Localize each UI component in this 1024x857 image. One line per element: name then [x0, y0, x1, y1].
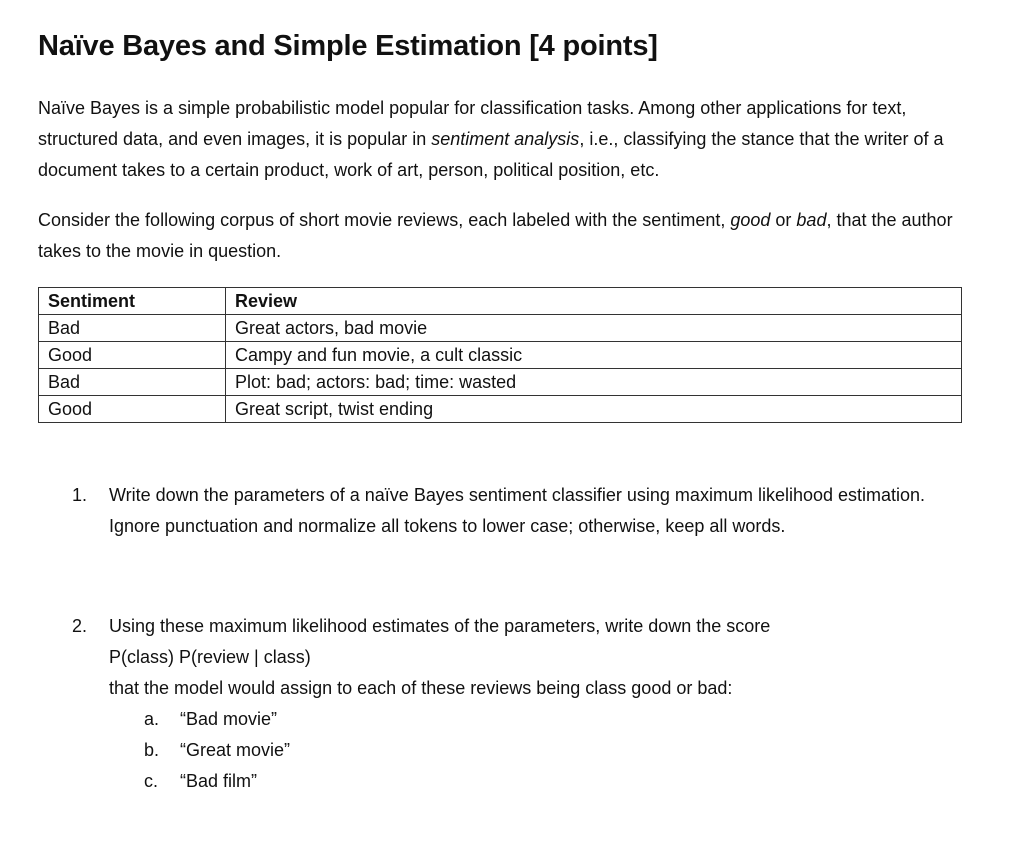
review-cell: Great script, twist ending — [226, 396, 962, 423]
review-cell: Great actors, bad movie — [226, 315, 962, 342]
intro-emphasis: sentiment analysis — [431, 129, 580, 149]
intro-text-part1: Naïve Bayes is a simple probabilistic model popular for classification tasks. Among other applications for text, structured data, and even images, it is popular in — [38, 98, 907, 149]
sentiment-cell: Bad — [39, 369, 226, 396]
consider-text-part1: Consider the following corpus of short movie reviews, each labeled with the sentiment, — [38, 210, 731, 230]
sentiment-cell: Bad — [39, 315, 226, 342]
sub-item-c — [109, 766, 968, 797]
sub-item-text: “Bad movie” — [180, 709, 278, 729]
sub-item-text: “Bad film” — [180, 771, 258, 791]
sub-item-label: a. — [144, 709, 160, 729]
consider-good-term: good — [730, 210, 771, 230]
question-item-1 — [38, 480, 968, 542]
question-text-line-3: that the model would assign to each of these reviews being class good or bad: — [109, 678, 733, 698]
column-header-review: Review — [226, 288, 962, 315]
sentiment-cell: Good — [39, 342, 226, 369]
question-item-2 — [38, 611, 968, 797]
question-number: 1. — [72, 485, 88, 505]
table-row — [39, 369, 962, 396]
review-cell: Plot: bad; actors: bad; time: wasted — [226, 369, 962, 396]
intro-paragraph — [38, 93, 968, 186]
table-row — [39, 342, 962, 369]
document-page — [38, 22, 968, 797]
question-list — [38, 480, 968, 797]
review-cell: Campy and fun movie, a cult classic — [226, 342, 962, 369]
page-title: Naïve Bayes and Simple Estimation [4 points] — [38, 30, 658, 62]
sub-item-label: b. — [144, 740, 160, 760]
question-text: Write down the parameters of a naïve Bayes sentiment classifier using maximum likelihood estimation. Ignore punctuation and normalize all tokens to lower case; otherwise, keep all words. — [109, 485, 926, 536]
sub-item-text: “Great movie” — [180, 740, 291, 760]
consider-paragraph — [38, 205, 968, 267]
consider-or: or — [770, 210, 797, 230]
intro-text-part2: , i.e., classifying the stance that the writer of a document takes to a certain product, work of art, person, political position, etc. — [38, 129, 944, 180]
table-header-row — [39, 288, 962, 315]
sub-item-label: c. — [144, 771, 159, 791]
consider-bad-term: bad — [796, 210, 827, 230]
sub-item-a — [109, 704, 968, 735]
review-sublist — [109, 704, 968, 797]
question-number: 2. — [72, 616, 88, 636]
table-row — [39, 396, 962, 423]
review-corpus-table — [38, 287, 962, 423]
column-header-sentiment: Sentiment — [39, 288, 226, 315]
consider-text-part2: , that the author takes to the movie in question. — [38, 210, 953, 261]
sub-item-b — [109, 735, 968, 766]
question-text-line-1: Using these maximum likelihood estimates of the parameters, write down the score — [109, 616, 771, 636]
sentiment-cell: Good — [39, 396, 226, 423]
table-row — [39, 315, 962, 342]
score-formula: P(class) P(review | class) — [109, 647, 311, 667]
